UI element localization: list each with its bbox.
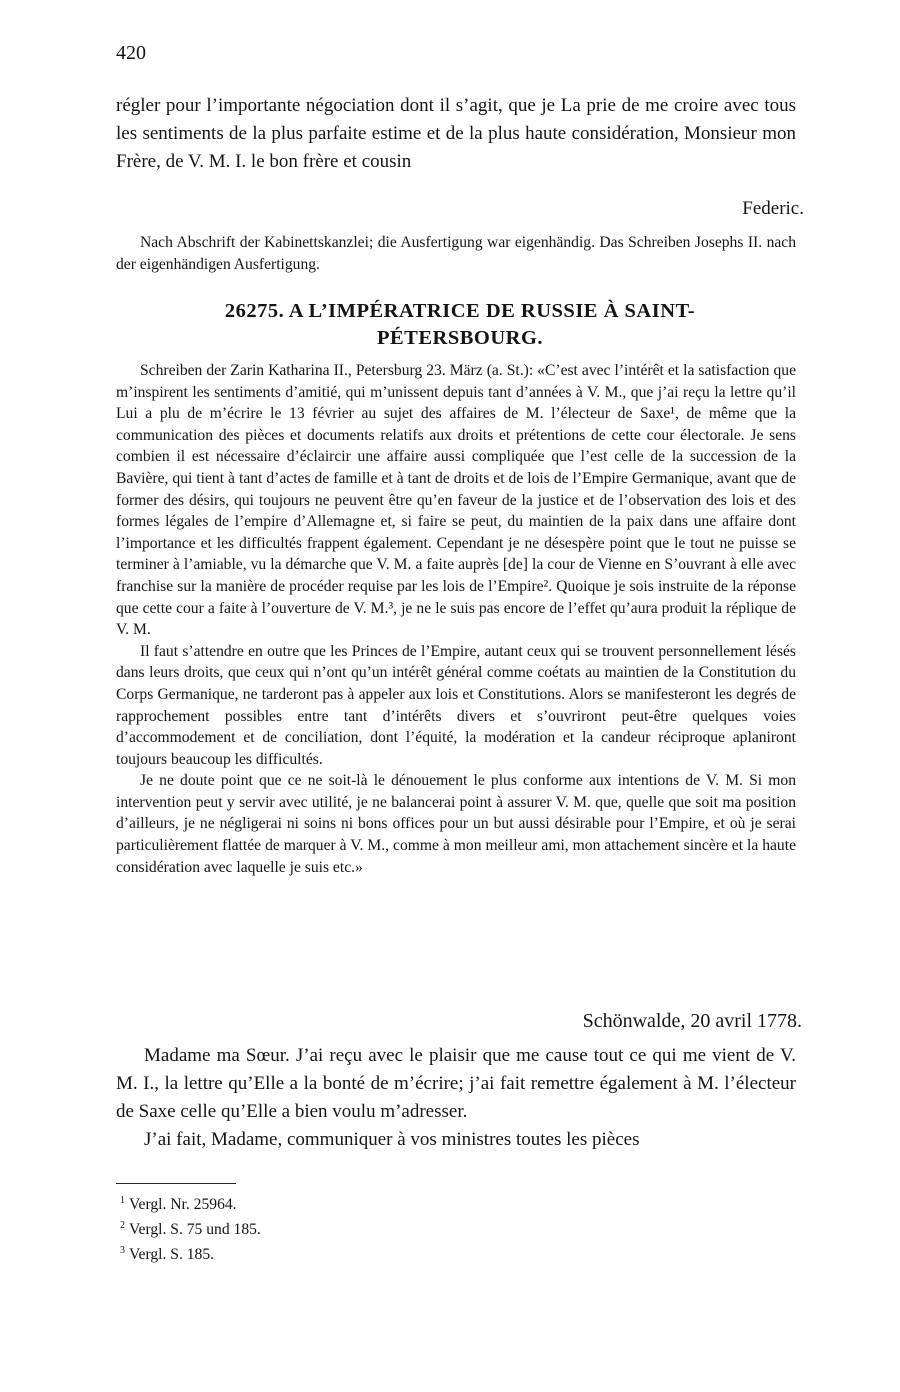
- footnote-divider: [116, 1183, 236, 1184]
- footnote: [116, 1190, 796, 1215]
- page-number: 420: [116, 42, 146, 64]
- footnote-marker: 1: [120, 1195, 125, 1206]
- quote-paragraph: Je ne doute point que ce ne soit-là le dénouement le plus conforme aux intentions de V. M. Si mon intervention peut y servir avec utilité, je ne balancerai point à assurer V. M. que, quelle que soit ma position d’ailleurs, je ne négligerai ni soins ni bons offices pour un but aussi désirable pour l’Empire, et où je serai particulièrement flattée de marquer à V. M., comme à mon meilleur ami, mon attachement sincère et la haute considération avec laquelle je suis etc.»: [116, 772, 796, 876]
- empress-letter-quote: [116, 360, 796, 878]
- dateline: Schönwalde, 20 avril 1778.: [582, 1010, 802, 1032]
- footnote-text: Vergl. Nr. 25964.: [129, 1196, 237, 1214]
- footnote-marker: 3: [120, 1245, 125, 1257]
- footnote: [116, 1240, 796, 1265]
- footnote-text: Vergl. S. 185.: [129, 1246, 215, 1264]
- quote-paragraph: Schreiben der Zarin Katharina II., Petersburg 23. März (a. St.): «C’est avec l’intérêt et la satisfaction que m’inspirent les sentiments d’amitié, qui m’unissent depuis tant d’années à V. M., que j’ai reçu la lettre qu’il Lui a plu de m’écrire le 13 février au sujet des affaires de M. l’électeur de Saxe¹, de même que la communication des pièces et documents relatifs aux droits et prétentions de cette cour électorale. Je sens combien il est nécessaire d’éclaircir une affaire aussi compliquée que l’est celle de la succession de la Bavière, qui tient à tant d’actes de famille et à tant de droits et de lois de l’Empire Germanique, avant que de former des désirs, qui toujours ne peuvent être qu’en faveur de la justice et de l’observation des lois et des formes légales de l’empire d’Allemagne et, si faire se peut, du maintien de la paix dans une affaire dont l’importance et les difficultés frappent également. Cependant je ne désespère point que le tout ne puisse se terminer à l’amiable, vu la démarche que V. M. a faite auprès [de] la cour de Vienne en S’ouvrant à elle avec franchise sur la manière de procéder requise par les lois de l’Empire². Quoique je sois instruite de la réponse que cette cour a faite à l’ouverture de V. M.³, je ne le suis pas encore de l’effet qu’aura produit la réplique de V. M.: [116, 362, 796, 639]
- continuation-text: régler pour l’importante négociation dont il s’agit, que je La prie de me croire avec tous les sentiments de la plus parfaite estime et de la plus haute considération, Monsieur mon Frère, de V. M. I. le bon frère et cousin: [116, 95, 796, 172]
- letter-heading: 26275. A L’IMPÉRATRICE DE RUSSIE À SAINT-PÉTERSBOURG.: [224, 300, 696, 349]
- quote-paragraph: Il faut s’attendre en outre que les Princes de l’Empire, autant ceux qui se trouvent personnellement lésés dans leurs droits, que ceux qui n’ont qu’un intérêt général comme coétats au maintien de la Constitution du Corps Germanique, ne tarderont pas à appeler aux lois et Constitutions. Alors se manifesteront les degrés de rapprochement possibles entre tant d’intérêts divers et s’ouvriront peut-être quelques voies d’accommodement et de conciliation, dont l’équité, la modération et la candeur réciproque aplaniront toujours beaucoup les difficultés.: [116, 642, 796, 768]
- reply-paragraph: Madame ma Sœur. J’ai reçu avec le plaisir que me cause tout ce qui me vient de V. M. I., la lettre qu’Elle a la bonté de m’écrire; j’ai fait remettre également à M. l’électeur de Saxe celle qu’Elle a bien voulu m’adresser.: [116, 1045, 796, 1122]
- reply-paragraph: J’ai fait, Madame, communiquer à vos ministres toutes les pièces: [144, 1129, 640, 1150]
- source-note: Nach Abschrift der Kabinettskanzlei; die Ausfertigung war eigenhändig. Das Schreiben Josephs II. nach der eigenhändigen Ausfertigung.: [116, 234, 796, 273]
- letter-continuation: [116, 92, 796, 176]
- signature: Federic.: [742, 198, 804, 219]
- footnotes: [116, 1190, 796, 1266]
- reply-letter: [116, 1042, 796, 1154]
- footnote-text: Vergl. S. 75 und 185.: [129, 1221, 261, 1239]
- footnote: [116, 1215, 796, 1240]
- footnote-marker: 2: [120, 1220, 125, 1232]
